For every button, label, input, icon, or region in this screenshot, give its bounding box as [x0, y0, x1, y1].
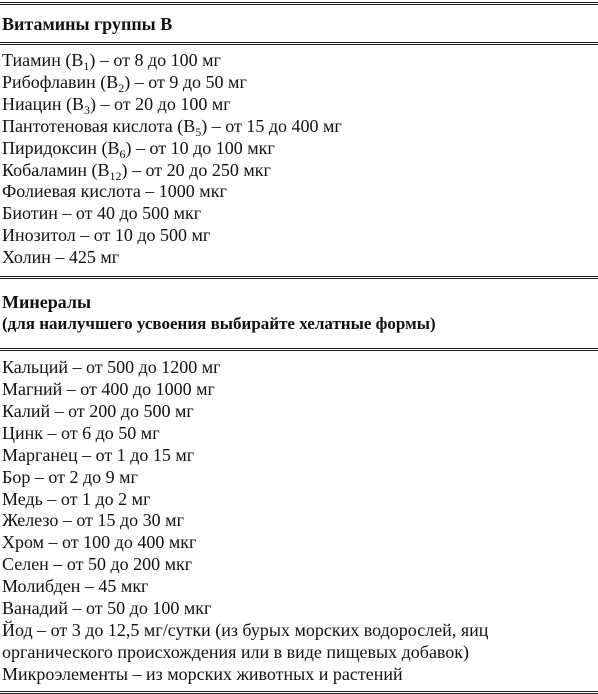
mineral-row: Марганец – от 1 до 15 мг — [2, 444, 195, 465]
vitamin-row: Пиридоксин $(B_6)$ – от 10 до 100 мкг — [2, 137, 275, 161]
vitamin-row: Инозитол – от 10 до 500 мг — [2, 225, 211, 246]
minerals-subheading: (для наилучшего усвоения выбирайте хелатные формы) — [2, 314, 436, 334]
minerals-list — [0, 351, 598, 691]
mineral-row: Микроэлементы – из морских животных и растений — [2, 663, 403, 684]
mineral-row: Бор – от 2 до 9 мг — [2, 466, 138, 487]
vitamin-row: Рибофлавин $(B_2)$ – от 9 до 50 мг — [2, 71, 247, 95]
vitamin-row: Фолиевая кислота – 1000 мкг — [2, 181, 227, 202]
vitamin-row: Биотин – от 40 до 500 мкг — [2, 203, 202, 224]
supplement-table — [0, 2, 598, 683]
vitamin-row: Кобаламин $(B_{12})$ – от 20 до 250 мкг — [2, 159, 271, 183]
mineral-row: Магний – от 400 до 1000 мг — [2, 378, 215, 399]
mineral-row: Молибден – 45 мкг — [2, 576, 149, 597]
mineral-row: Селен – от 50 до 200 мкг — [2, 554, 193, 575]
mineral-row: Ванадий – от 50 до 100 мкг — [2, 598, 212, 619]
mineral-row: Кальций – от 500 до 1200 мг — [2, 357, 221, 378]
mineral-row: Цинк – от 6 до 50 мг — [2, 422, 160, 443]
vitamin-row: Ниацин $(B_3)$ – от 20 до 100 мг — [2, 93, 231, 117]
mineral-row: Железо – от 15 до 30 мг — [2, 510, 184, 531]
bottom-double-rule — [0, 691, 598, 694]
mineral-row: Хром – от 100 до 400 мкг — [2, 532, 197, 553]
vitamins-heading: Витамины группы B — [2, 14, 173, 34]
mineral-row: Йод – от 3 до 12,5 мг/сутки (из бурых морских водорослей, яиц органического происхождения или в виде пищевых добавок) — [2, 619, 489, 662]
mineral-row: Медь – от 1 до 2 мг — [2, 488, 151, 509]
minerals-heading-block — [0, 279, 598, 348]
minerals-heading: Минералы — [2, 292, 92, 313]
vitamins-list — [0, 45, 598, 276]
vitamin-row: Тиамин $(B_1)$ – от 8 до 100 мг — [2, 50, 221, 73]
mineral-row: Калий – от 200 до 500 мг — [2, 400, 194, 421]
vitamin-row: Пантотеновая кислота $(B_5)$ – от 15 до 400 мг — [2, 115, 342, 139]
vitamin-row: Холин – 425 мг — [2, 247, 120, 268]
